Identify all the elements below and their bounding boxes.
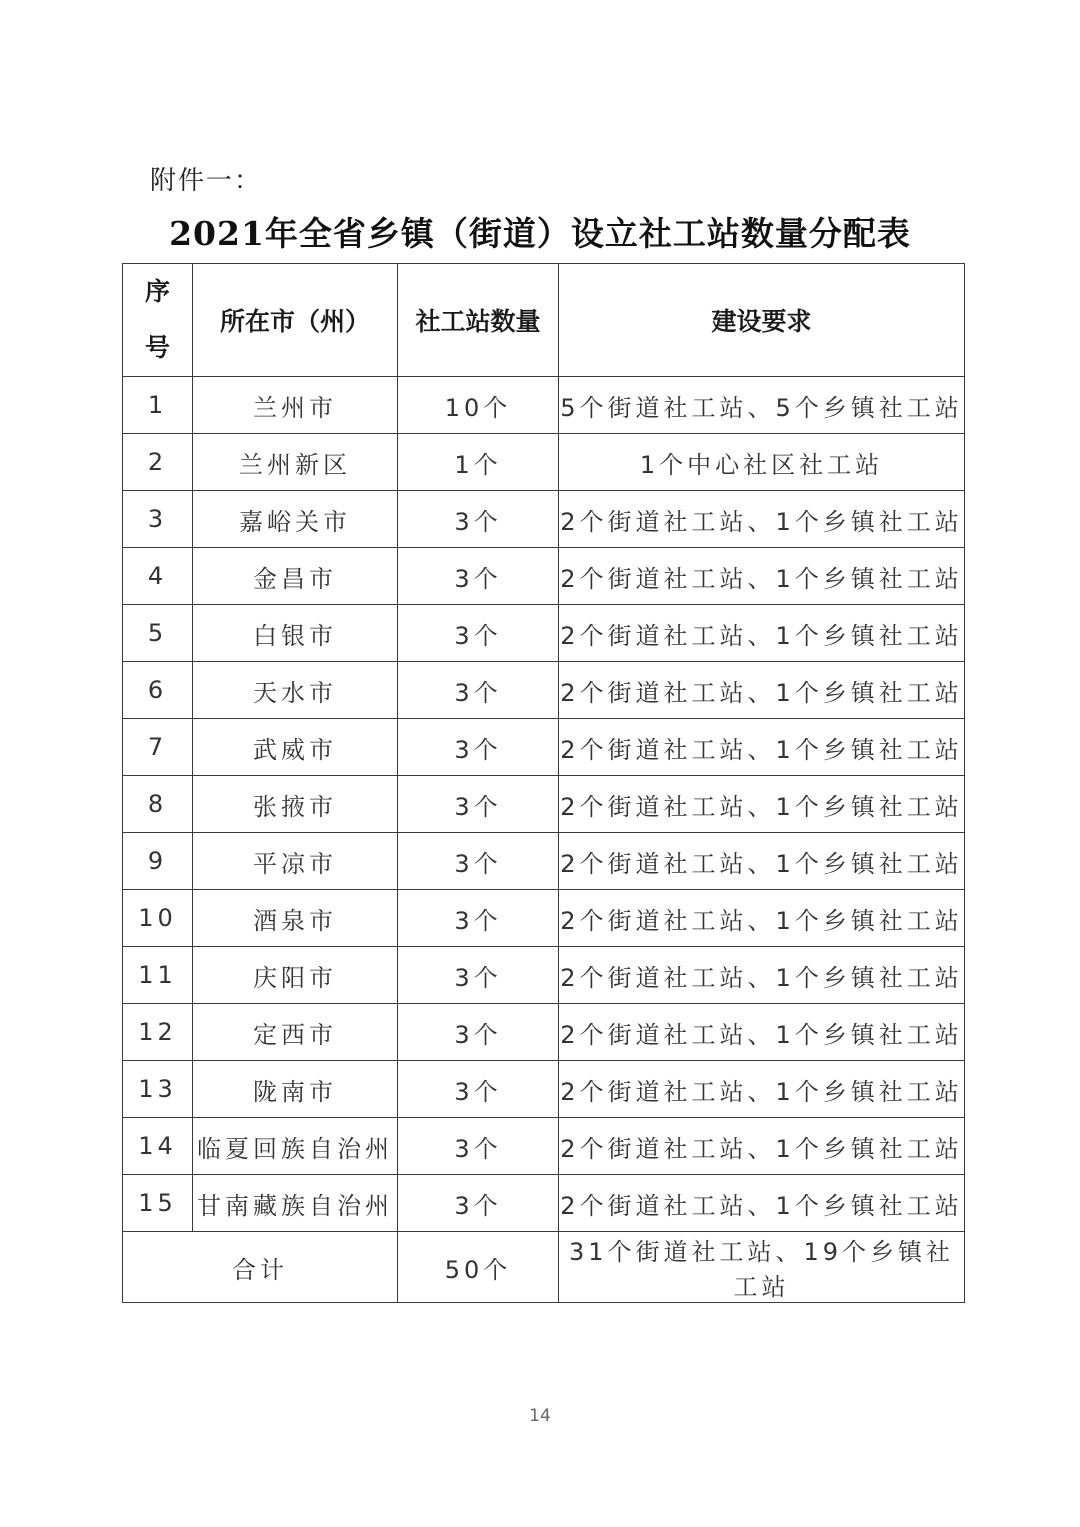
cell-count: 3个 [398, 548, 559, 605]
table-row [123, 548, 965, 605]
header-city: 所在市（州） [193, 264, 398, 377]
attachment-label: 附件一： [150, 166, 263, 196]
cell-seq: 15 [123, 1175, 193, 1232]
cell-requirement: 2个街道社工站、1个乡镇社工站 [559, 548, 965, 605]
cell-count: 3个 [398, 833, 559, 890]
cell-count: 3个 [398, 890, 559, 947]
cell-city: 兰州市 [193, 377, 398, 434]
cell-count: 3个 [398, 1061, 559, 1118]
cell-city: 白银市 [193, 605, 398, 662]
page-number: 14 [529, 1406, 551, 1426]
cell-requirement: 1个中心社区社工站 [559, 434, 965, 491]
table-row [123, 833, 965, 890]
page-title: 2021年全省乡镇（街道）设立社工站数量分配表 [169, 214, 911, 253]
cell-count: 3个 [398, 947, 559, 1004]
header-count: 社工站数量 [398, 264, 559, 377]
cell-requirement: 2个街道社工站、1个乡镇社工站 [559, 662, 965, 719]
cell-seq: 7 [123, 719, 193, 776]
cell-requirement: 5个街道社工站、5个乡镇社工站 [559, 377, 965, 434]
table-row [123, 947, 965, 1004]
cell-city: 酒泉市 [193, 890, 398, 947]
table-total-row [123, 1232, 965, 1303]
cell-requirement: 2个街道社工站、1个乡镇社工站 [559, 1175, 965, 1232]
table-row [123, 662, 965, 719]
cell-count: 3个 [398, 662, 559, 719]
cell-seq: 1 [123, 377, 193, 434]
cell-count: 10个 [398, 377, 559, 434]
cell-seq: 6 [123, 662, 193, 719]
table-row [123, 434, 965, 491]
total-requirement: 31个街道社工站、19个乡镇社工站 [559, 1232, 965, 1303]
table-row [123, 890, 965, 947]
cell-city: 临夏回族自治州 [193, 1118, 398, 1175]
table-row [123, 491, 965, 548]
cell-requirement: 2个街道社工站、1个乡镇社工站 [559, 833, 965, 890]
cell-requirement: 2个街道社工站、1个乡镇社工站 [559, 947, 965, 1004]
cell-seq: 3 [123, 491, 193, 548]
table-row [123, 719, 965, 776]
total-count: 50个 [398, 1232, 559, 1303]
header-requirement: 建设要求 [559, 264, 965, 377]
total-label: 合计 [123, 1232, 398, 1303]
cell-city: 天水市 [193, 662, 398, 719]
cell-requirement: 2个街道社工站、1个乡镇社工站 [559, 491, 965, 548]
cell-seq: 14 [123, 1118, 193, 1175]
cell-city: 甘南藏族自治州 [193, 1175, 398, 1232]
allocation-table [122, 263, 965, 1303]
cell-city: 陇南市 [193, 1061, 398, 1118]
table-row [123, 1004, 965, 1061]
cell-city: 平凉市 [193, 833, 398, 890]
cell-requirement: 2个街道社工站、1个乡镇社工站 [559, 1004, 965, 1061]
cell-city: 武威市 [193, 719, 398, 776]
cell-seq: 12 [123, 1004, 193, 1061]
cell-requirement: 2个街道社工站、1个乡镇社工站 [559, 776, 965, 833]
cell-seq: 5 [123, 605, 193, 662]
table-row [123, 377, 965, 434]
table-row [123, 1061, 965, 1118]
table-row [123, 605, 965, 662]
cell-seq: 2 [123, 434, 193, 491]
table-row [123, 776, 965, 833]
cell-city: 定西市 [193, 1004, 398, 1061]
cell-requirement: 2个街道社工站、1个乡镇社工站 [559, 605, 965, 662]
table-header-row [123, 264, 965, 377]
cell-requirement: 2个街道社工站、1个乡镇社工站 [559, 719, 965, 776]
cell-seq: 4 [123, 548, 193, 605]
cell-city: 嘉峪关市 [193, 491, 398, 548]
cell-city: 金昌市 [193, 548, 398, 605]
cell-requirement: 2个街道社工站、1个乡镇社工站 [559, 1118, 965, 1175]
cell-seq: 10 [123, 890, 193, 947]
cell-count: 3个 [398, 1004, 559, 1061]
header-seq: 序号 [123, 264, 193, 377]
table-row [123, 1118, 965, 1175]
cell-count: 3个 [398, 1118, 559, 1175]
cell-seq: 8 [123, 776, 193, 833]
cell-count: 3个 [398, 491, 559, 548]
table-row [123, 1175, 965, 1232]
cell-city: 张掖市 [193, 776, 398, 833]
cell-count: 3个 [398, 1175, 559, 1232]
cell-requirement: 2个街道社工站、1个乡镇社工站 [559, 890, 965, 947]
cell-seq: 11 [123, 947, 193, 1004]
cell-requirement: 2个街道社工站、1个乡镇社工站 [559, 1061, 965, 1118]
cell-city: 兰州新区 [193, 434, 398, 491]
cell-count: 3个 [398, 776, 559, 833]
cell-count: 1个 [398, 434, 559, 491]
cell-seq: 9 [123, 833, 193, 890]
cell-city: 庆阳市 [193, 947, 398, 1004]
cell-count: 3个 [398, 719, 559, 776]
cell-seq: 13 [123, 1061, 193, 1118]
cell-count: 3个 [398, 605, 559, 662]
